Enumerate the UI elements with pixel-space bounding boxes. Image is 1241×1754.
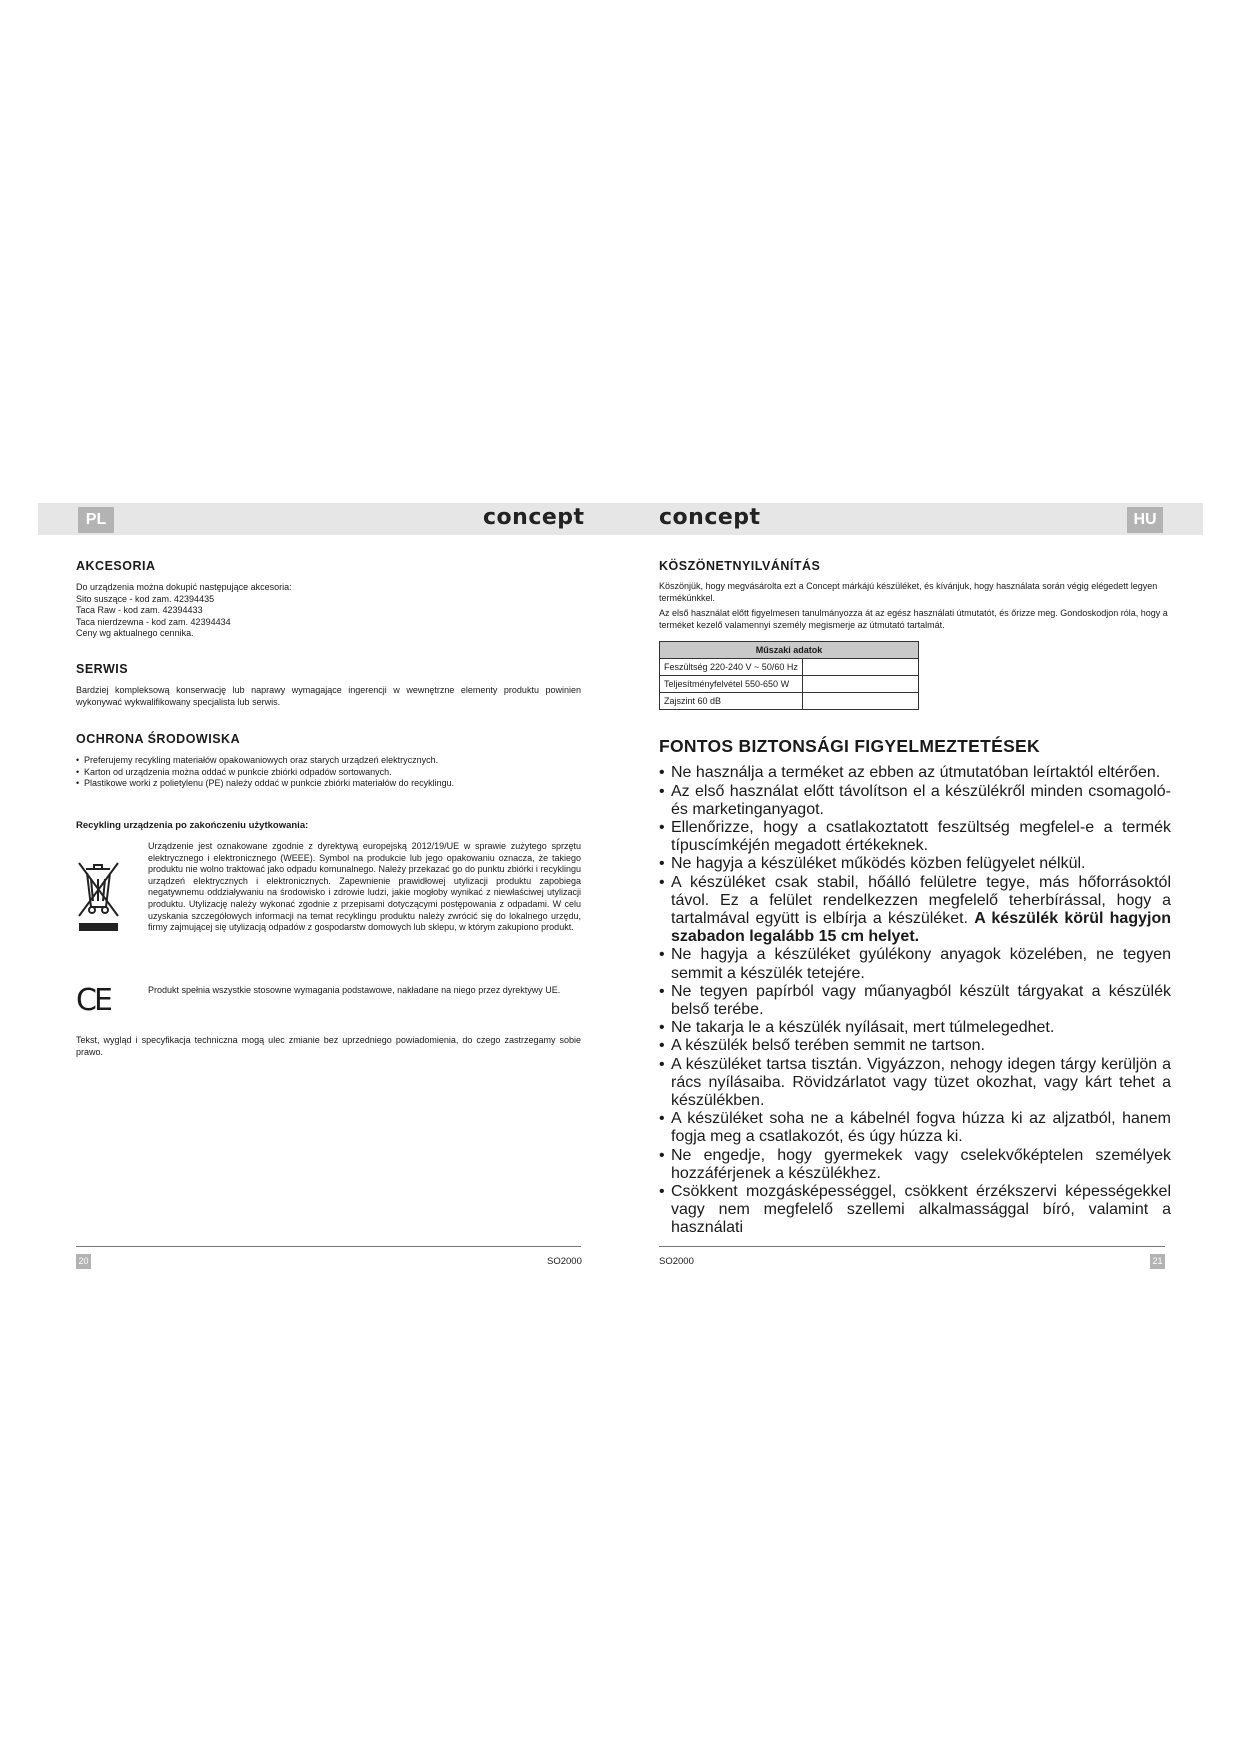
safety-item: • A készüléket tartsa tisztán. Vigyázzon, nehogy idegen tárgy kerüljön a rács nyílásaiba. Rövidzárlatot vagy tüzet okozhat, vagy kárt tehet a készülékben. <box>659 1056 1171 1111</box>
heading-serwis: SERWIS <box>76 661 129 676</box>
koszonet-p2: Az első használat előtt figyelmesen tanulmányozza át az egész használati útmutatót, és őrizze meg. Gondoskodjon róla, hogy a terméket kezelő valamennyi személy megismerje az útmutató tartalmát. <box>659 608 1168 630</box>
weee-block <box>76 841 581 983</box>
safety-item: • A készülék belső terében semmit ne tartson. <box>659 1037 1171 1055</box>
ochrona-list <box>76 755 581 790</box>
lang-badge-pl: PL <box>78 507 114 533</box>
model-right: SO2000 <box>659 1256 694 1267</box>
heading-ochrona: OCHRONA ŚRODOWISKA <box>76 732 241 747</box>
weee-bin-icon <box>76 861 121 944</box>
akcesoria-list <box>76 582 581 640</box>
page-number-left: 20 <box>76 1254 91 1269</box>
tech-row: Feszültség 220-240 V ~ 50/60 Hz <box>660 659 803 676</box>
page-number-right: 21 <box>1150 1254 1165 1269</box>
safety-item <box>659 874 1171 947</box>
ce-text: Produkt spełnia wszystkie stosowne wymagania podstawowe, nakładane na niego przez dyrektywy UE. <box>148 984 561 995</box>
akcesoria-line: Ceny wg aktualnego cennika. <box>76 628 194 639</box>
safety-item: • Ne takarja le a készülék nyílásait, mert túlmelegedhet. <box>659 1019 1171 1037</box>
serwis-text: Bardziej kompleksową konserwację lub naprawy wymagające ingerencji w wewnętrzne elementy produktu powinien wykonywać wykwalifikowany specjalista lub serwis. <box>76 684 581 707</box>
ce-block <box>76 983 581 1019</box>
heading-koszonet: KÖSZÖNETNYILVÁNÍTÁS <box>659 559 821 573</box>
safety-list <box>659 764 1171 1237</box>
akcesoria-line: Do urządzenia można dokupić następujące akcesoria: <box>76 582 292 592</box>
page-pl <box>76 559 581 1058</box>
ochrona-item: • Karton od urządzenia można oddać w punkcie zbiórki odpadów sortowanych. <box>76 767 581 779</box>
akcesoria-line: Sito suszące - kod zam. 42394435 <box>76 593 215 604</box>
weee-text: Urządzenie jest oznakowane zgodnie z dyrektywą europejską 2012/19/UE w sprawie zużytego sprzętu elektrycznego i elektronicznego (WEEE). Symbol na produkcie lub jego opakowaniu oznacza, że takiego produktu nie wolno traktować jako odpadu komunalnego. Należy przekazać go do punktu zbiórki i recyklingu urządzeń elektrycznych i elektronicznych. Zapewnienie prawidłowej utylizacji produktu zapobiega negatywnemu oddziaływaniu na środowisko i zdrowie ludzi, jakie mogłoby wynikać z niewłaściwej utylizacji produktu. Utylizację należy wykonać zgodnie z przepisami dotyczącymi postępowania z odpadami. W celu uzyskania szczegółowych informacji na temat recyklingu produktu należy zwrócić się do lokalnego urzędu, firmy zajmującej się utylizacją odpadów z gospodarstw domowych lub sklepu, w którym zakupiono produkt. <box>148 840 581 933</box>
akcesoria-line: Taca Raw - kod zam. 42394433 <box>76 605 203 616</box>
disclaimer-text: Tekst, wygląd i specyfikacja techniczna mogą ulec zmianie bez uprzedniego powiadomienia, do czego zastrzegamy sobie prawo. <box>76 1034 581 1057</box>
tech-row: Teljesítményfelvétel 550-650 W <box>660 676 803 693</box>
safety-item: • Ellenőrizze, hogy a csatlakoztatott feszültség megfelel-e a termék típuscímkéjén megadott értékeknek. <box>659 819 1171 855</box>
heading-akcesoria: AKCESORIA <box>76 559 156 573</box>
safety-item: • A készüléket soha ne a kábelnél fogva húzza ki az aljzatból, hanem fogja meg a csatlakozót, és úgy húzza ki. <box>659 1110 1171 1146</box>
safety-item: • Ne engedje, hogy gyermekek vagy cselekvőképtelen személyek hozzáférjenek a készülékhez. <box>659 1147 1171 1183</box>
safety-item: • Ne tegyen papírból vagy műanyagból készült tárgyakat a készülék belső terébe. <box>659 983 1171 1019</box>
ce-mark-icon: CE <box>76 982 110 1018</box>
koszonet-p1: Köszönjük, hogy megvásárolta ezt a Concept márkájú készüléket, és kívánjuk, hogy használata során végig elégedett legyen termékünkkel. <box>659 581 1158 603</box>
safety-item-bold: A készülék körül hagyjon szabadon legalább 15 cm helyet. <box>671 910 1171 946</box>
model-left: SO2000 <box>547 1256 582 1267</box>
concept-logo-right: concept <box>659 505 761 530</box>
safety-item-text: A készüléket csak stabil, hőálló felületre tegye, más hőforrásoktól távol. Ez a felület rendelkezzen megfelelő teherbírással, hogy a tartalmával együtt is elbírja a készüléket. <box>671 873 1171 927</box>
safety-item: • Csökkent mozgásképességgel, csökkent érzékszervi képességekkel vagy nem megfelelő szellemi alkalmassággal bíró, valamint a használati <box>659 1183 1171 1238</box>
footer-rule-left <box>76 1246 581 1247</box>
akcesoria-line: Taca nierdzewna - kod zam. 42394434 <box>76 616 231 627</box>
lang-badge-hu: HU <box>1127 507 1163 533</box>
tech-row: Zajszint 60 dB <box>660 693 803 710</box>
recykling-heading: Recykling urządzenia po zakończeniu użytkowania: <box>76 819 309 831</box>
tech-table <box>659 641 919 710</box>
safety-item: • Ne használja a terméket az ebben az útmutatóban leírtaktól eltérően. <box>659 764 1171 782</box>
safety-item: • Az első használat előtt távolítson el a készülékről minden csomagoló- és marketinganyagot. <box>659 783 1171 819</box>
tech-table-title: Műszaki adatok <box>660 642 919 659</box>
footer-rule-right <box>659 1246 1165 1247</box>
ochrona-item: • Plastikowe worki z polietylenu (PE) należy oddać w punkcie zbiórki materiałów do recyklingu. <box>76 778 581 790</box>
safety-item: • Ne hagyja a készüléket működés közben felügyelet nélkül. <box>659 855 1171 873</box>
page-hu <box>659 559 1171 1238</box>
concept-logo-left: concept <box>483 505 585 530</box>
ochrona-item: • Preferujemy recykling materiałów opakowaniowych oraz starych urządzeń elektrycznych. <box>76 755 581 767</box>
safety-item: • Ne hagyja a készüléket gyúlékony anyagok közelében, ne tegyen semmit a készülék tetejére. <box>659 946 1171 982</box>
heading-safety: FONTOS BIZTONSÁGI FIGYELMEZTETÉSEK <box>659 736 1040 757</box>
header-band <box>38 503 1203 535</box>
